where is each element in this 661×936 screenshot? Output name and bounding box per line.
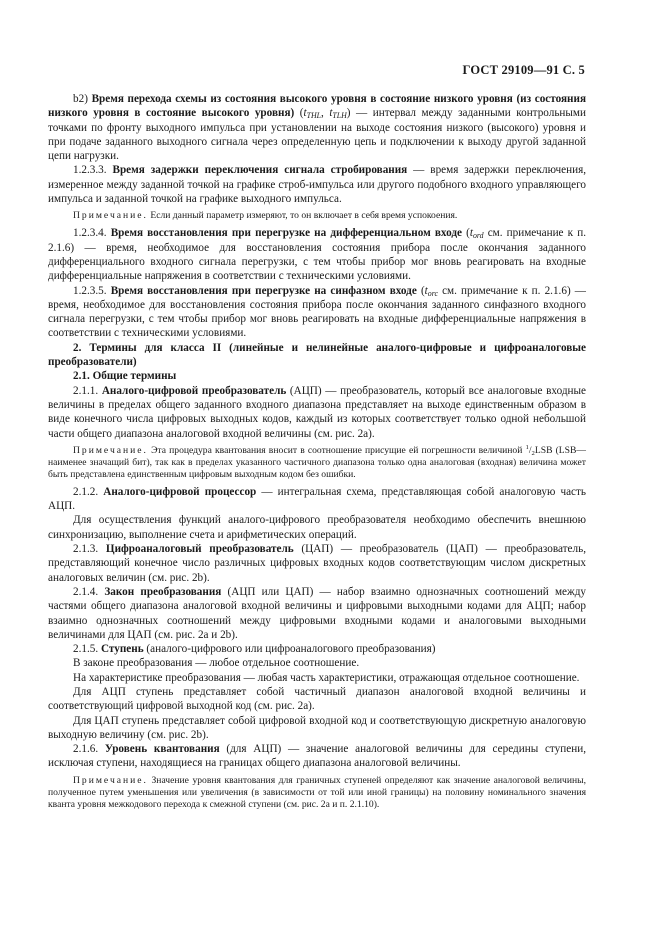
note-1 [48,210,586,222]
paragraph-2-1-1 [48,384,586,441]
item-number: 2.1.3. [73,543,106,556]
paragraph-text: (АЦП) — преобразователь, который все аналоговые входные величины в пределах общего заданного входного диапазона представляет на выходе единственным образом в виде конечного числа цифровых выходных кодов, каждый из которых соответствует только одной небольшой части общего диапазона аналоговой входной величины (см. рис. 2a). [48,384,587,440]
term-title: Уровень квантования [104,743,220,756]
term-title: Цифроаналоговый преобразователь [105,543,294,556]
paragraph-text: (для АЦП) — значение аналоговой величины для середины ступени, исключая ступени, находящиеся на границах общего диапазона аналоговой величины. [48,743,586,770]
symbol: t [329,107,333,120]
term-title: Ступень [100,643,144,656]
paragraph-1-2-3-4: 1.2.3.4. Время восстановления при перегрузке на дифференциальном входе ($t_{ord}$ см. примечание к п. 2.1.6) — время, необходимое для восстановления состояния прибора после окончания заданного дифференциального входного сигнала перегрузки, с тем чтобы прибор мог вновь реагировать на входные дифференциальные напряжения в соответствии с техническими условиями. [48,227,587,283]
section-2-1-heading: 2.1. Общие термины [73,370,177,383]
paragraph-2-1-3 [48,542,586,585]
section-2-heading: 2. Термины для класса II (линейные и нелинейные аналого-цифровые и цифроаналоговые преобразователи) [48,341,586,369]
document-body [48,92,586,811]
paragraph-text: — время задержки переключения, измеренное между заданной точкой на графике строб-импульса или другого подобного входного управляющего импульса и заданной точкой на графике выходного импульса. [48,164,587,206]
term-title: Время восстановления при перегрузке на синфазном входе [110,284,417,297]
paragraph-2-1-6 [48,742,586,771]
paragraph-text-block: На характеристике преобразования — любая часть характеристики, отражающая отдельное соотношение. [73,671,580,684]
term-title: Время задержки переключения сигнала стробирования [112,164,408,177]
paragraph-1-2-3-3 [48,163,586,206]
paragraph-text: — интегральная схема, представляющая собой аналоговую часть АЦП. [48,485,586,513]
item-number: 1.2.3.5. [73,284,111,297]
paragraph-2-1-2 [48,485,586,514]
item-number: 1.2.3.4. [73,227,111,240]
term-title: Закон преобразования [104,585,222,598]
paragraph-text: см. примечание к п. 2.1.6) — время, необходимое для восстановления состояния прибора после окончания заданного синфазного входного сигнала перегрузки, с тем чтобы прибор мог вновь реагировать на входные дифференциальные напряжения в соответствии с техническими условиями. [48,284,586,340]
paragraph-1-2-3-5: 1.2.3.5. Время восстановления при перегрузке на синфазном входе ($t_{orc}$ см. примечание к п. 2.1.6) — время, необходимое для восстановления состояния прибора после окончания заданного синфазного входного сигнала перегрузки, с тем чтобы прибор мог вновь реагировать на входные дифференциальные напряжения в соответствии с техническими условиями. [48,284,586,340]
item-number: 2.1.1. [73,384,102,397]
paragraph-2-1-4 [48,585,586,642]
item-number: 2.1.5. [73,643,101,656]
term-title: Время восстановления при перегрузке на дифференциальном входе [110,227,462,240]
term-title: Время перехода схемы из состояния высокого уровня в состояние низкого уровня (из состояния низкого уровня в состояние высокого уровня) [48,93,587,120]
item-number: 2.1.4. [73,585,105,598]
paragraph-text-block: В законе преобразования — любое отдельное соотношение. [73,657,360,670]
note-3 [48,775,586,811]
note-label: Примечание. [73,210,148,222]
paragraph-text: см. примечание к п. 2.1.6) — время, необходимое для восстановления состояния прибора после окончания заданного дифференциального входного сигнала перегрузки, с тем чтобы прибор мог вновь реагировать на входные дифференциальные напряжения в соответствии с техническими условиями. [48,227,587,283]
note-label: Примечание. [73,444,148,456]
paragraph-text-block: Для АЦП ступень представляет собой частичный диапазон аналоговой входной величины и соответствующий цифровой выходной код (см. рис. 2a). [48,685,586,713]
paragraph-text: (аналого-цифрового или цифроаналогового преобразования) [143,643,436,656]
term-title: Аналого-цифровой процессор [103,485,257,498]
note-2: Примечание. Эта процедура квантования вносит в соотношение присущие ей погрешности величиной $^1/_2LSB$ (LSB— наименее значащий бит), так как в пределах указанного частичного диапазона только одна аналоговая (входная) величина может быть представлена единственным цифровым выходным кодом без ошибки. [48,443,586,480]
symbol: t [424,284,428,297]
paragraph-2-1-5 [48,642,586,656]
item-number: 2.1.6. [73,743,105,756]
paragraph-text: (АЦП или ЦАП) — набор взаимно однозначных соотношений между частями общего диапазона аналоговой входной величины и цифровыми выходными кодами для АЦП; набор взаимно однозначных соотношений между цифровыми входными кодами и аналоговыми выходными величинами для ЦАП (см. рис. 2a и 2b). [48,585,587,641]
term-title: Аналого-цифровой преобразователь [101,384,287,397]
paragraph-text: ) — интервал между заданными контрольными точками по фронту выходного импульса при установлении на выходе состояния низкого (высокого) уровня и при подаче заданного выходного сигнала через определенную цепь и подключении к выходу другой заданной цепи нагрузки. [48,107,586,163]
symbol: t [469,227,473,240]
item-number: 2.1.2. [73,485,104,498]
symbol: t [303,107,307,120]
note-text: Значение уровня квантования для граничных ступеней определяют как значение аналоговой величины, полученное путем уменьшения или увеличения (в зависимости от той или иной границы) на половину номинального значения кванта уровня межкодового перехода к смежной ступени (см. рис. 2a и п. 2.1.10). [48,774,586,810]
paragraph-text-block: Для ЦАП ступень представляет собой цифровой входной код и соответствующую дискретную аналоговую выходную величину (см. рис. 2b). [48,714,586,741]
note-text: Если данный параметр измеряют, то он включает в себя время успокоения. [147,210,458,222]
paragraph-text-block: Для осуществления функций аналого-цифрового преобразователя необходимо обеспечить внешнюю синхронизацию, выполнение счета и арифметических операций. [48,514,586,541]
note-label: Примечание. [73,774,148,786]
paragraph-b2: b2) Время перехода схемы из состояния высокого уровня в состояние низкого уровня (из состояния низкого уровня в состояние высокого уровня) ($t_{THL}$, $t_{TLH}$) — интервал между заданными контрольными точками по фронту выходного импульса при установлении на выходе состояния низкого (высокого) уровня и при подаче заданного выходного сигнала через определенную цепь и подключении к выходу другой заданной цепи нагрузки. [48,93,587,163]
paragraph-text: (ЦАП) — преобразователь (ЦАП) — преобразователь, представляющий конечное число различных цифровых входных кодов соответствующим числом дискретных аналоговых величин (см. рис. 2b). [48,543,586,584]
item-number: 1.2.3.3. [73,164,113,177]
item-prefix: b2) [73,93,92,105]
page-header: ГОСТ 29109—91 С. 5 [462,63,585,77]
